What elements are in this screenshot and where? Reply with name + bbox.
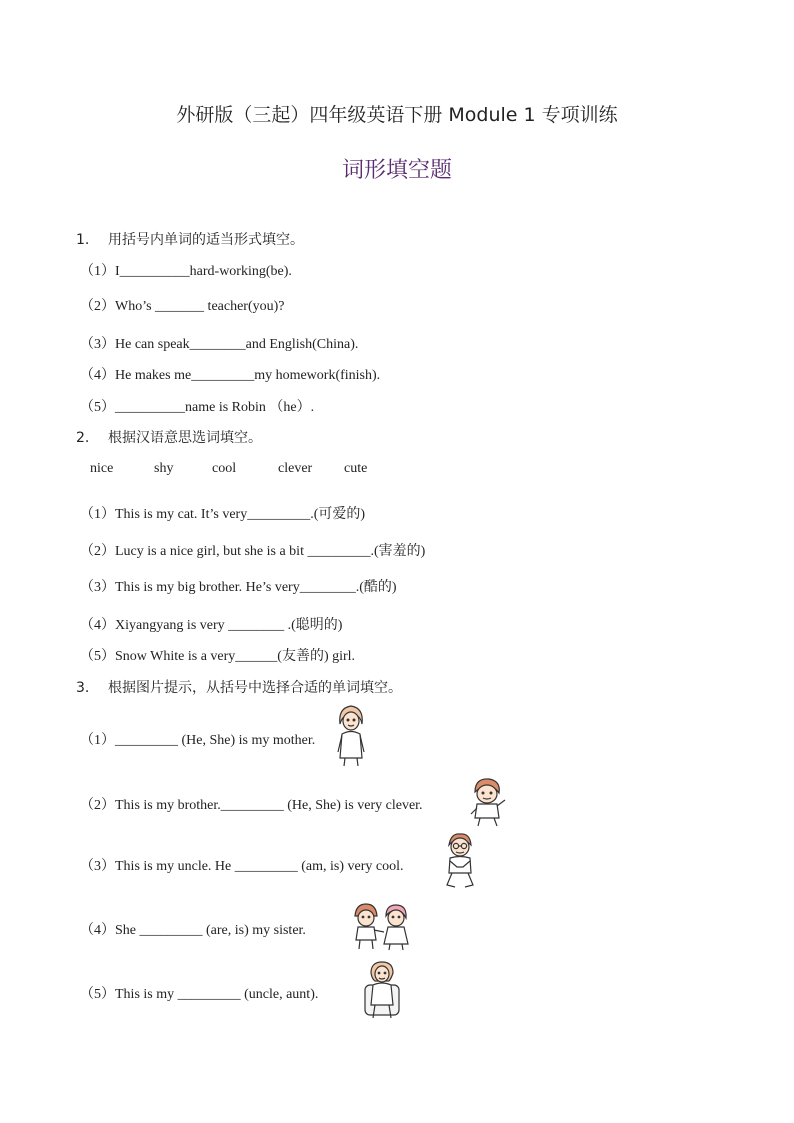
section-3-instruction: 根据图片提示，从括号中选择合适的单词填空。 xyxy=(108,680,402,696)
section-3-number: 3. xyxy=(76,680,90,696)
word-bank-item: shy xyxy=(154,461,174,476)
s3-item-3: （3）This is my uncle. He _________ (am, is) very cool. xyxy=(80,859,404,874)
section-2-number: 2. xyxy=(76,430,90,446)
word-bank-item: nice xyxy=(90,461,114,476)
section-1-number: 1. xyxy=(76,232,90,248)
s1-item-1: （1）I__________hard-working(be). xyxy=(80,264,292,279)
s3-item-4: （4）She _________ (are, is) my sister. xyxy=(80,923,306,938)
s1-item-3: （3）He can speak________and English(China). xyxy=(80,337,359,352)
s2-item-1: （1）This is my cat. It’s very_________.(可爱的) xyxy=(80,507,366,522)
aunt-picture xyxy=(361,961,403,1021)
word-bank xyxy=(90,461,367,477)
word-bank-item: cool xyxy=(212,461,237,476)
s3-item-2: （2）This is my brother._________ (He, She) is very clever. xyxy=(80,798,423,813)
s3-item-5: （5）This is my _________ (uncle, aunt). xyxy=(80,987,319,1002)
mother-picture xyxy=(334,702,368,768)
s2-item-4: （4）Xiyangyang is very ________ .(聪明的) xyxy=(80,618,343,633)
s2-item-3: （3）This is my big brother. He’s very________.(酷的) xyxy=(80,580,397,595)
page-subtitle: 词形填空题 xyxy=(341,158,452,183)
section-2-heading xyxy=(76,427,262,447)
brother-picture xyxy=(467,776,507,828)
section-3-heading xyxy=(76,677,402,697)
word-bank-item: clever xyxy=(278,461,313,476)
section-1-instruction: 用括号内单词的适当形式填空。 xyxy=(108,232,304,248)
sister-picture xyxy=(350,902,412,952)
s2-item-2: （2）Lucy is a nice girl, but she is a bit _________.(害羞的) xyxy=(80,544,426,559)
section-2-instruction: 根据汉语意思选词填空。 xyxy=(108,430,262,446)
s1-item-2: （2）Who’s _______ teacher(you)? xyxy=(80,299,285,314)
page-title: 外研版（三起）四年级英语下册 Module 1 专项训练 xyxy=(176,104,618,126)
section-1-heading xyxy=(76,229,304,249)
s1-item-4: （4）He makes me_________my homework(finish). xyxy=(80,368,381,383)
s1-item-5: （5）__________name is Robin （he）. xyxy=(80,400,315,415)
s3-item-1: （1）_________ (He, She) is my mother. xyxy=(80,733,316,748)
uncle-picture xyxy=(443,831,477,893)
word-bank-item: cute xyxy=(344,461,368,476)
s2-item-5: （5）Snow White is a very______(友善的) girl. xyxy=(80,649,356,664)
